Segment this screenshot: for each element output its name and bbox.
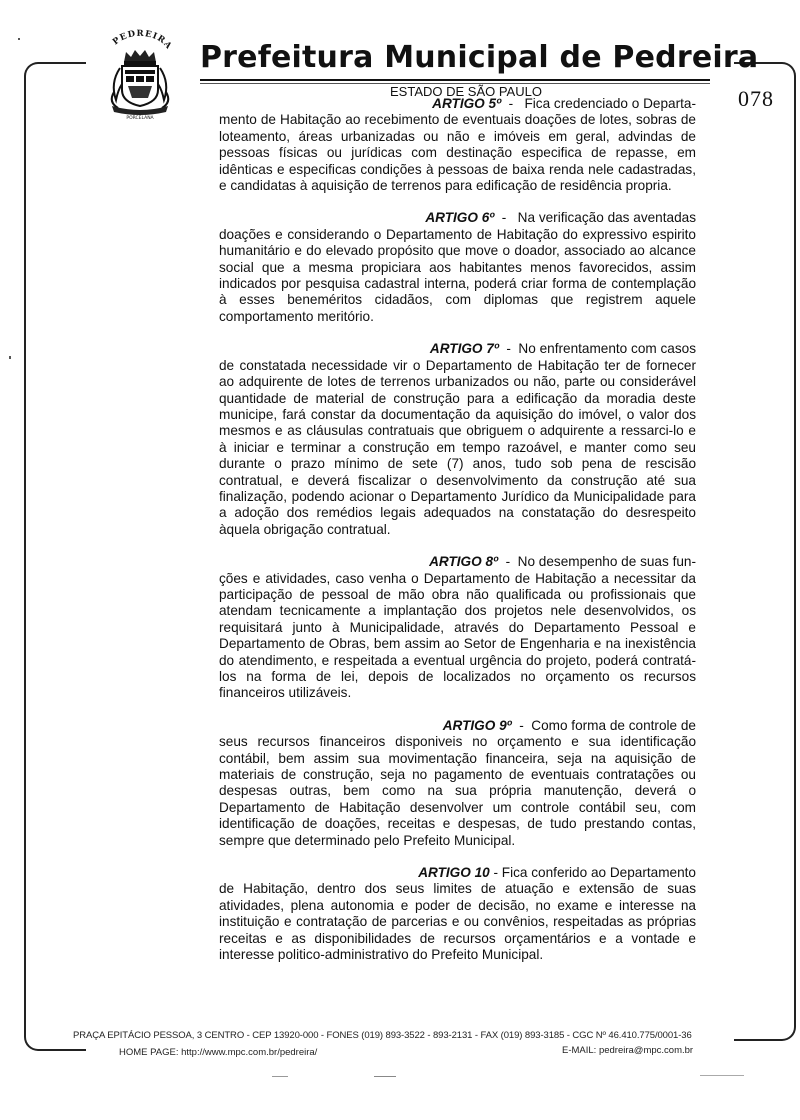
article-heading-line [219, 210, 696, 226]
article-heading-line [219, 718, 696, 734]
article-7 [219, 341, 696, 538]
title-underline [200, 79, 710, 81]
article-label: ARTIGO 9º [442, 717, 512, 733]
article-text: doações e considerando o Departamento de Habitação do expressivo espirito humanitário e do elevado propósito que move o doador, associado ao alcance social que a mesma propiciara aos habitantes menos favorecidos, assim indicados por pesquisa cadastral interna, poderá criar forma de contemplação à esses beneméritos cidadãos, com diplomas que registrem aquele comportamento meritório. [219, 226, 696, 324]
scan-speck [374, 1076, 396, 1077]
article-heading-line [219, 554, 696, 570]
svg-text:PEDREIRA [111, 29, 174, 52]
article-lead-text: - Como forma de controle de [511, 717, 696, 733]
article-heading-line [219, 96, 696, 112]
article-text: ções e atividades, caso venha o Departamento de Habitação a necessitar da participação de pessoal de mão obra não qualificada ou profissionais que atendam tecnicamente a implantação dos projetos nele desenvolvidos, os requisitará junto à Municipalidade, através do Departamento Pessoal e Departamento de Obras, bem assim ao Setor de Engenharia e na inexistência do atendimento, e respeitada a eventual urgência do projeto, poderá contratá-los na forma de lei, depois de localizados no orçamento os recursos financeiros utilizáveis. [219, 570, 696, 701]
page-number: 078 [738, 86, 774, 111]
pedreira-coat-of-arms [100, 28, 180, 120]
article-8 [219, 554, 696, 702]
footer-address: PRAÇA EPITÁCIO PESSOA, 3 CENTRO - CEP 13920-000 - FONES (019) 893-3522 - 893-2131 - FAX (019) 893-3185 - CGC Nº 46.410.775/0001-36 [73, 1030, 692, 1041]
article-label: ARTIGO 10 [418, 865, 490, 881]
article-text: seus recursos financeiros disponiveis no orçamento e sua identificação contábil, bem assim sua movimentação financeira, seja na aquisição de materiais de construção, seja no pagamento de eventuais contratações ou despesas outras, bem como na sua própria manutenção, deverá o Departamento de Habitação desenvolver um controle contábil seu, com identificação de doações, receitas e despesas, de tudo prestando contas, sempre que determinado pelo Prefeito Municipal. [219, 734, 696, 848]
scan-speck [272, 1076, 288, 1077]
article-lead-text: - Na verificação das aventadas [494, 210, 696, 226]
article-lead-text: - No desempenho de suas fun- [498, 554, 696, 570]
left-frame-bracket [24, 62, 86, 1051]
scan-speck [9, 356, 11, 359]
article-lead-text: - Fica credenciado o Departa- [501, 96, 696, 111]
state-subtitle: ESTADO DE SÃO PAULO [390, 84, 542, 99]
right-frame-bracket [734, 62, 796, 1041]
document-body [219, 96, 696, 964]
article-10 [219, 865, 696, 963]
emblem-motto: PORCELANA [126, 116, 154, 120]
article-lead-text: - Fica conferido ao Departamento [489, 865, 696, 881]
article-5 [219, 96, 696, 194]
emblem-top-text: PEDREIRA [111, 28, 174, 52]
footer-email: E-MAIL: pedreira@mpc.com.br [562, 1045, 694, 1056]
article-heading-line [219, 865, 696, 881]
article-text: de Habitação, dentro dos seus limites de atuação e extensão de suas atividades, plena autonomia e poder de decisão, no exame e interesse na instituição e contratação de parcerias e ou convênios, respeitadas as próprias receitas e as disponibilidades de recursos orçamentários e a vontade e interesse politico-administrativo do Prefeito Municipal. [219, 881, 696, 963]
footer-homepage: HOME PAGE: http://www.mpc.com.br/pedreira/ [119, 1047, 318, 1058]
page-title: Prefeitura Municipal de Pedreira [200, 40, 759, 75]
scan-speck [700, 1075, 744, 1076]
article-9 [219, 718, 696, 849]
article-lead-text: - No enfrentamento com casos [498, 341, 696, 357]
article-label: ARTIGO 8º [429, 554, 499, 570]
article-label: ARTIGO 6º [425, 210, 495, 226]
article-text: mento de Habitação ao recebimento de eventuais doações de lotes, sobras de loteamento, áreas urbanizadas ou não e imóveis em geral, advindas de pessoas físicas ou jurídicas com destinação especifica de repasse, em idênticas e especificas condições à pessoas de baixa renda nele cadastradas, e candidatas à aquisição de terrenos para edificação de residência propria. [219, 112, 696, 194]
article-6 [219, 210, 696, 325]
article-text: de constatada necessidade vir o Departamento de Habitação ter de fornecer ao adquirente de lotes de terrenos urbanizados ou não, parte ou considerável quantidade de material de construção para a edificação da moradia deste municipe, fará constar da documentação da aquisição do imóvel, o valor dos mesmos e as cláusulas contratuais que obriguem o adquirente a ressarci-lo e à iniciar e terminar a construção em tempo razoável, e manter como seu durante o prazo mínimo de sete (7) anos, tudo sob pena de rescisão contratual, e deverá fiscalizar o desenvolvimento da construção até sua finalização, podendo acionar o Departamento Jurídico da Municipalidade para a adoção dos remédios legais adequados na constatação do desrespeito àquela obrigação contratual. [219, 357, 696, 537]
scan-speck [18, 38, 20, 40]
article-heading-line [219, 341, 696, 357]
article-label: ARTIGO 7º [429, 341, 499, 357]
article-label: ARTIGO 5º [432, 96, 502, 111]
